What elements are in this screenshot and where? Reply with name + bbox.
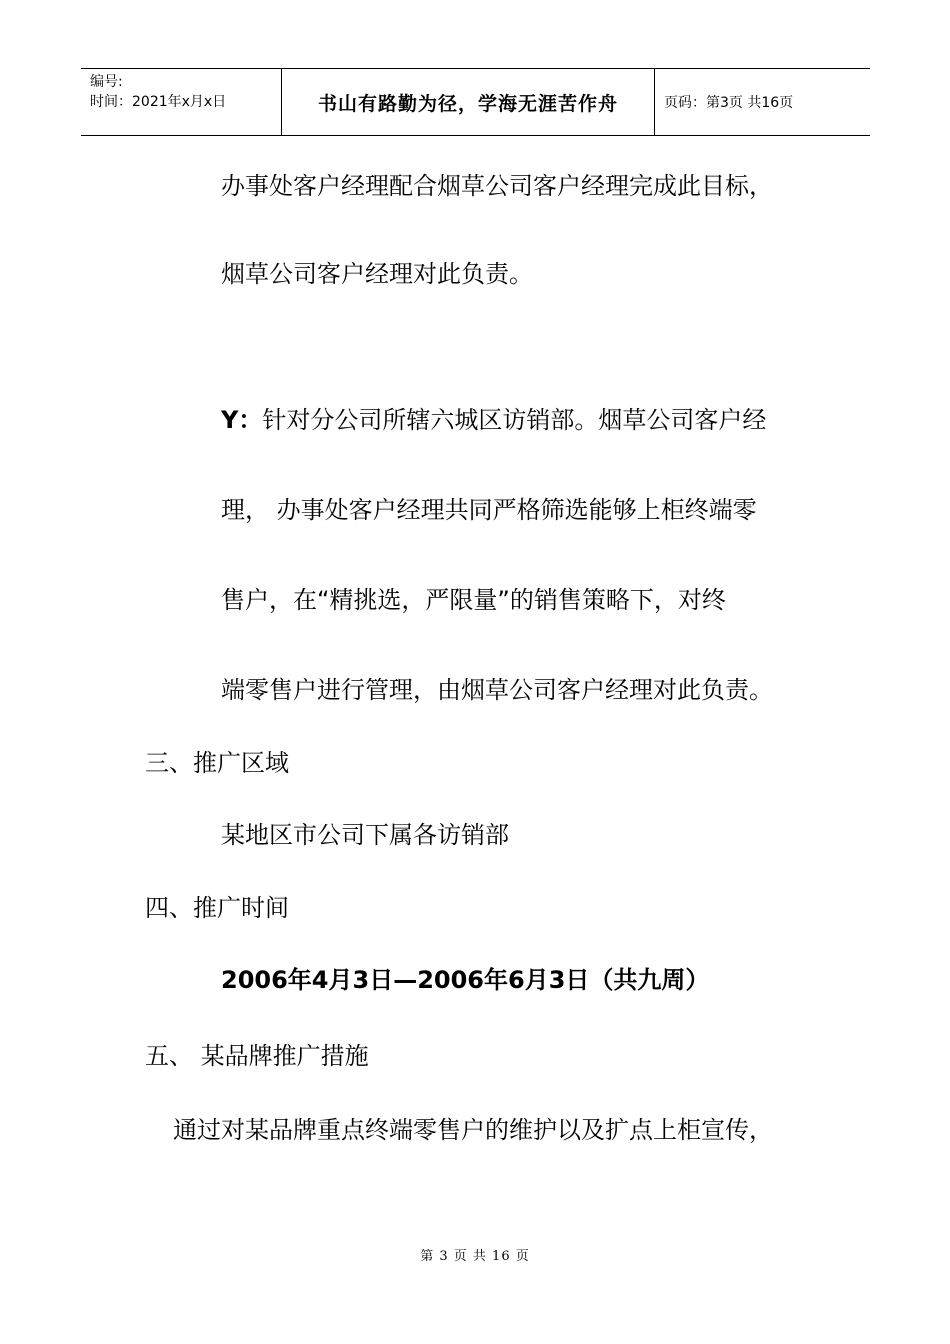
section-heading: 五、 某品牌推广措施 [145,1042,369,1070]
paragraph-line: 烟草公司客户经理对此负责。 [221,260,533,288]
header-motto: 书山有路勤为径，学海无涯苦作舟 [282,69,655,135]
header-date: 时间：2021年x月x日 [90,94,227,110]
paragraph-text: 针对分公司所辖六城区访销部。烟草公司客户经 [262,406,767,434]
paragraph-line: 理， 办事处客户经理共同严格筛选能够上柜终端零 [221,496,757,524]
section-heading: 三、推广区域 [145,749,289,777]
header-meta [81,69,282,135]
paragraph-line [221,405,766,435]
list-marker-y: Y： [221,406,263,434]
section-heading: 四、推广时间 [145,894,289,922]
header-page-info: 页码：第3页 共16页 [664,95,794,111]
page-footer: 第 3 页 共 16 页 [420,1249,530,1264]
paragraph-line: 端零售户进行管理，由烟草公司客户经理对此负责。 [221,676,773,704]
section-body: 某地区市公司下属各访销部 [221,821,509,849]
paragraph-line: 办事处客户经理配合烟草公司客户经理完成此目标， [221,172,773,200]
document-header [81,68,870,136]
section-body: 2006年4月3日—2006年6月3日（共九周） [221,966,710,994]
header-number-label: 编号: [90,74,123,90]
paragraph-line: 售户，在“精挑选，严限量”的销售策略下，对终 [221,586,726,614]
section-body: 通过对某品牌重点终端零售户的维护以及扩点上柜宣传， [173,1116,773,1144]
